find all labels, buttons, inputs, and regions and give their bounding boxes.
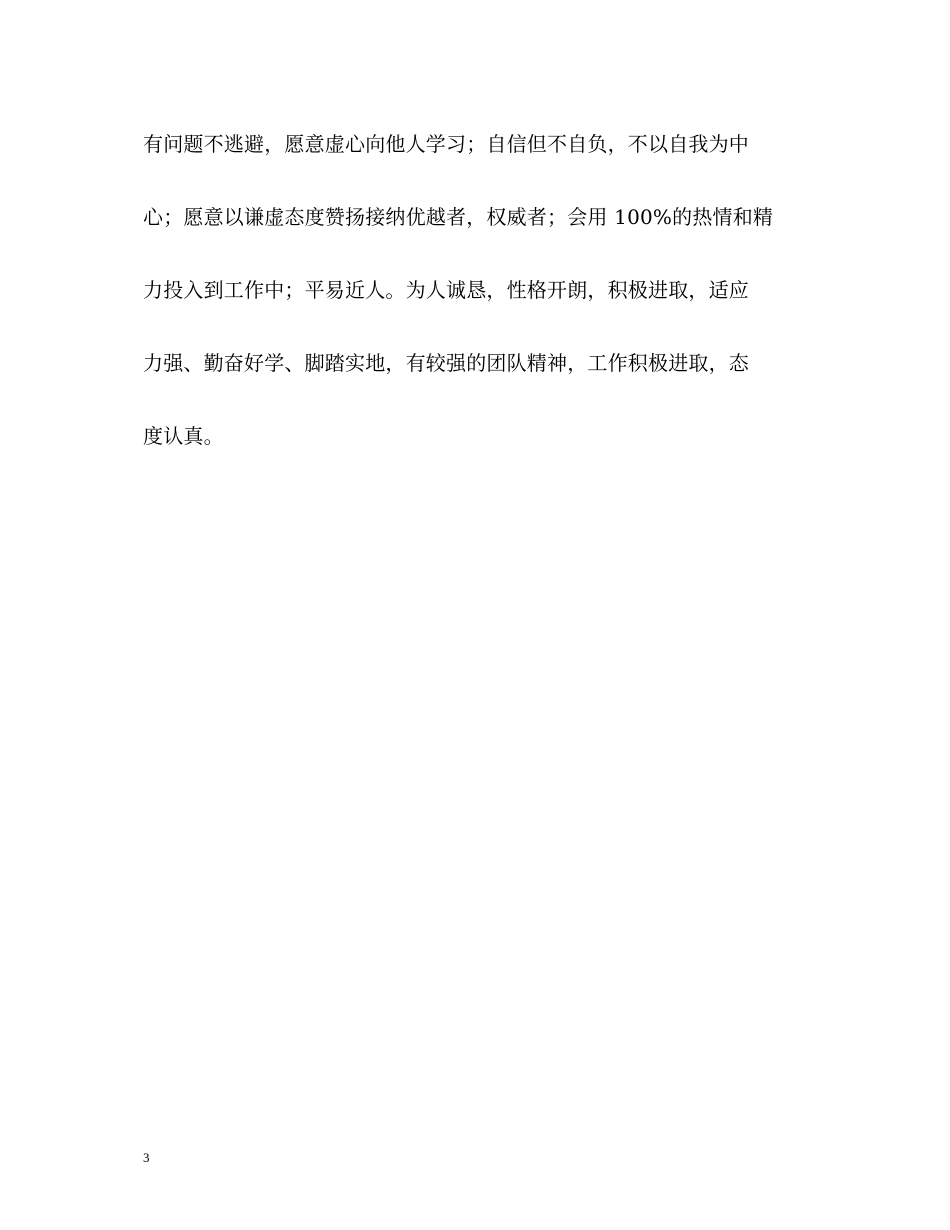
paragraph-line-5: 度认真。 xyxy=(143,424,224,448)
paragraph-line-4: 力强、勤奋好学、脚踏实地，有较强的团队精神，工作积极进取，态 xyxy=(143,351,749,375)
paragraph-line-3: 力投入到工作中；平易近人。为人诚恳，性格开朗，积极进取，适应 xyxy=(143,278,749,302)
page-number: 3 xyxy=(143,1150,150,1165)
paragraph-line-2: 心；愿意以谦虚态度赞扬接纳优越者，权威者；会用 100%的热情和精 xyxy=(143,205,774,229)
body-paragraph xyxy=(143,124,823,489)
paragraph-line-1: 有问题不逃避，愿意虚心向他人学习；自信但不自负，不以自我为中 xyxy=(143,132,749,156)
